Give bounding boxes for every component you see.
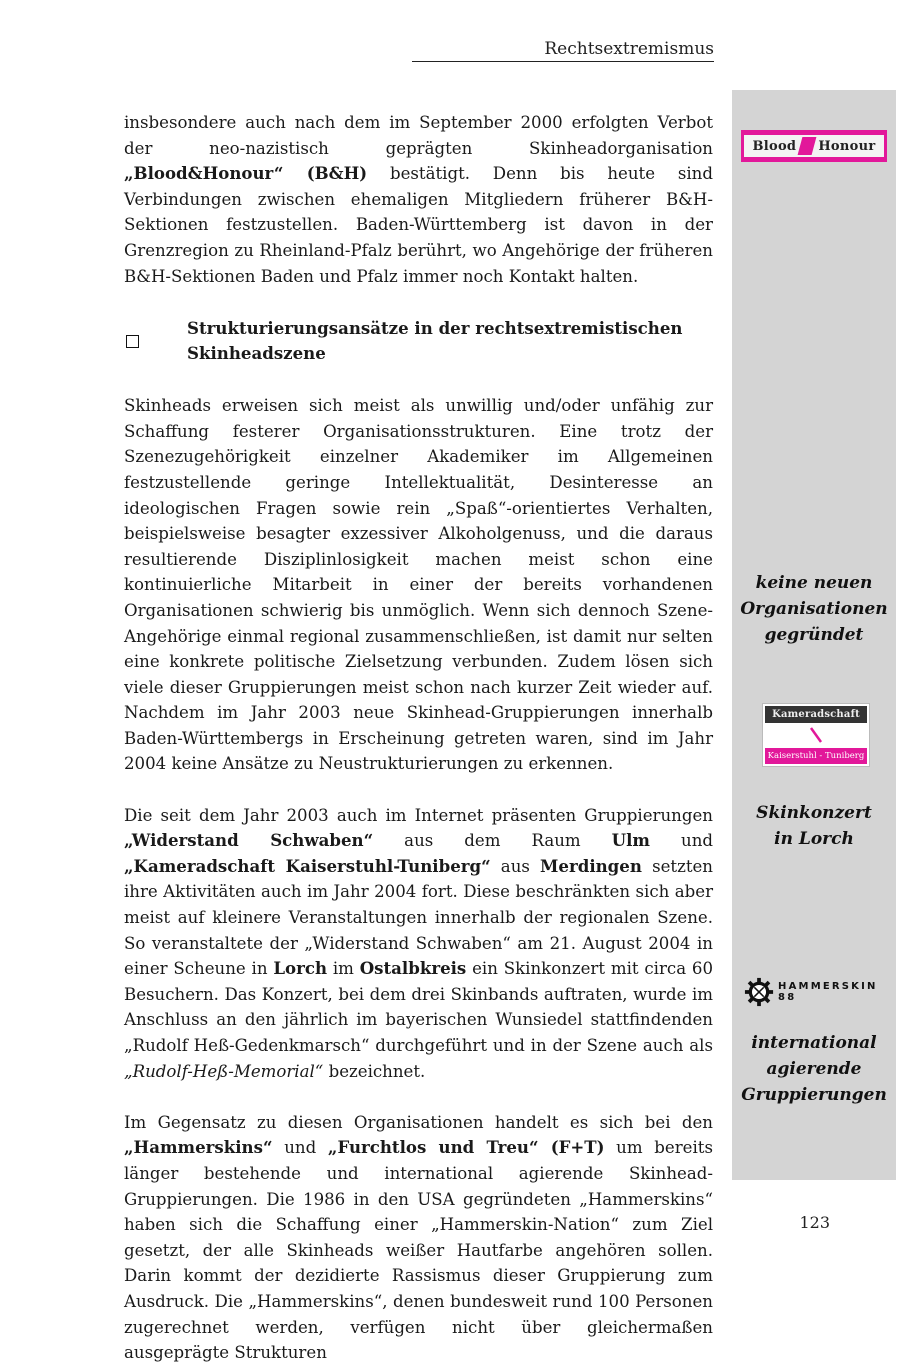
- hammerskin-logo: [744, 976, 894, 1008]
- note1-line2: Organisationen: [740, 599, 888, 619]
- paragraph-3: [124, 803, 713, 1085]
- margin-note-skinkonzert: [732, 800, 896, 852]
- checkbox-icon: [126, 335, 139, 348]
- text-run: Im Gegensatz zu diesen Organisationen handelt es sich bei den: [124, 1112, 713, 1132]
- note2-line2: in Lorch: [774, 829, 854, 849]
- logo-bh-right-text: Honour: [818, 138, 876, 154]
- text-run: „Widerstand Schwaben“: [124, 830, 374, 851]
- logo-bh-left-text: Blood: [752, 138, 797, 154]
- text-run: aus dem Raum: [373, 831, 612, 851]
- logo-hs-text: HAMMERSKIN 88: [778, 981, 878, 1003]
- text-run: und: [650, 831, 714, 851]
- note1-line3: gegründet: [764, 625, 864, 645]
- text-run: Lorch: [273, 958, 328, 979]
- text-run: „Furchtlos und Treu“ (F+T): [327, 1137, 605, 1158]
- section-heading: [124, 316, 713, 366]
- margin-note-international: [732, 1030, 896, 1108]
- text-run: „Kameradschaft Kaiserstuhl-Tuniberg“: [124, 855, 491, 876]
- note3-line1: international: [751, 1033, 877, 1053]
- text-run: bestätigt. Denn bis heute sind Verbindungen zwischen ehemaligen Mitgliedern früherer B&H-Sektionen festzustellen. Baden-Württemberg ist davon in der Grenzregion zu Rheinland-Pfalz berührt, wo Angehörige der früheren B&H-Sektionen Baden und Pfalz immer noch Kontakt halten.: [124, 164, 713, 286]
- text-run: Ulm: [611, 830, 650, 851]
- text-run: ein Skinkonzert mit circa 60 Besuchern. Das Konzert, bei dem drei Skinbands auftraten, wurde im Anschluss an den jährlich im bayerischen Wunsiedel stattfindenden „Rudolf Heß-Gedenkmarsch“ durchgeführt und in der Szene auch als: [124, 959, 714, 1055]
- paragraph-1: [124, 110, 713, 289]
- note1-line1: keine neuen: [755, 573, 873, 593]
- note3-line3: Gruppierungen: [741, 1085, 887, 1105]
- kameradschaft-logo: [762, 703, 870, 767]
- blood-honour-logo: [741, 130, 887, 162]
- text-run: „Blood&Honour“ (B&H): [124, 163, 368, 184]
- text-run: „Rudolf-Heß-Memorial“: [124, 1061, 324, 1081]
- text-run: bezeichnet.: [323, 1061, 426, 1081]
- section-heading-text: Strukturierungsansätze in der rechtsextremistischen Skinheadszene: [187, 318, 683, 364]
- logo-kam-slash-icon: [809, 726, 823, 744]
- paragraph-4: [124, 1110, 713, 1366]
- text-run: aus: [490, 856, 541, 876]
- logo-kam-top-text: Kameradschaft: [765, 706, 867, 723]
- margin-note-no-new-organisations: [732, 570, 896, 648]
- note3-line2: agierende: [766, 1059, 862, 1079]
- note2-line1: Skinkonzert: [756, 803, 872, 823]
- logo-kam-bottom-text: Kaiserstuhl - Tuniberg: [765, 748, 867, 764]
- page-number: 123: [799, 1213, 830, 1232]
- main-text: [124, 110, 713, 1366]
- text-run: und: [272, 1138, 328, 1158]
- logo-bh-separator: [798, 137, 817, 155]
- text-run: Die seit dem Jahr 2003 auch im Internet präsenten Gruppierungen: [124, 805, 713, 825]
- text-run: Skinheads erweisen sich meist als unwillig und/oder unfähig zur Schaffung festerer Organisationsstrukturen. Eine trotz der Szenezugehörigkeit einzelner Akademiker im Allgemeinen festzustellende geringe Intellektualität, Desinteresse an ideologischen Fragen sowie rein „Spaß“-orientiertes Verhalten, beispielsweise besagter exzessiver Alkoholgenuss, und die daraus resultierende Disziplinlosigkeit machen meist schon eine kontinuierliche Mitarbeit in einer der bereits vorhandenen Organisationen schwierig bis unmöglich. Wenn sich dennoch Szene-Angehörige einmal regional zusammenschließen, ist damit nur selten eine konkrete politische Zielsetzung verbunden. Zudem lösen sich viele dieser Gruppierungen meist schon nach kurzer Zeit wieder auf. Nachdem im Jahr 2003 neue Skinhead-Gruppierungen innerhalb Baden-Württembergs in Erscheinung getreten waren, sind im Jahr 2004 keine Ansätze zu Neustrukturierungen zu erkennen.: [124, 396, 713, 774]
- cog-icon: [744, 976, 774, 1008]
- running-header: Rechtsextremismus: [412, 38, 714, 62]
- text-run: „Hammerskins“: [124, 1137, 273, 1158]
- text-run: insbesondere auch nach dem im September 2000 erfolgten Verbot der neo-nazistisch geprägten Skinheadorganisation: [124, 113, 713, 158]
- text-run: um bereits länger bestehende und international agierende Skinhead-Gruppierungen. Die 1986 in den USA gegründeten „Hammerskins“ haben sich die Schaffung einer „Hammerskin-Nation“ zum Ziel gesetzt, der alle Skinheads weißer Hautfarbe angehören sollen. Darin kommt der dezidierte Rassismus dieser Gruppierung zum Ausdruck. Die „Hammerskins“, denen bundesweit rund 100 Personen zugerechnet werden, verfügen nicht über gleichermaßen ausgeprägte Strukturen: [124, 1138, 713, 1363]
- text-run: im: [327, 959, 360, 979]
- paragraph-2: [124, 393, 713, 777]
- text-run: Merdingen: [540, 855, 642, 876]
- text-run: setzten ihre Aktivitäten auch im Jahr 2004 fort. Diese beschränkten sich aber meist auf kleinere Veranstaltungen innerhalb der regionalen Szene. So veranstaltete der „Widerstand Schwaben“ am 21. August 2004 in einer Scheune in: [124, 856, 713, 979]
- text-run: Ostalbkreis: [359, 958, 467, 979]
